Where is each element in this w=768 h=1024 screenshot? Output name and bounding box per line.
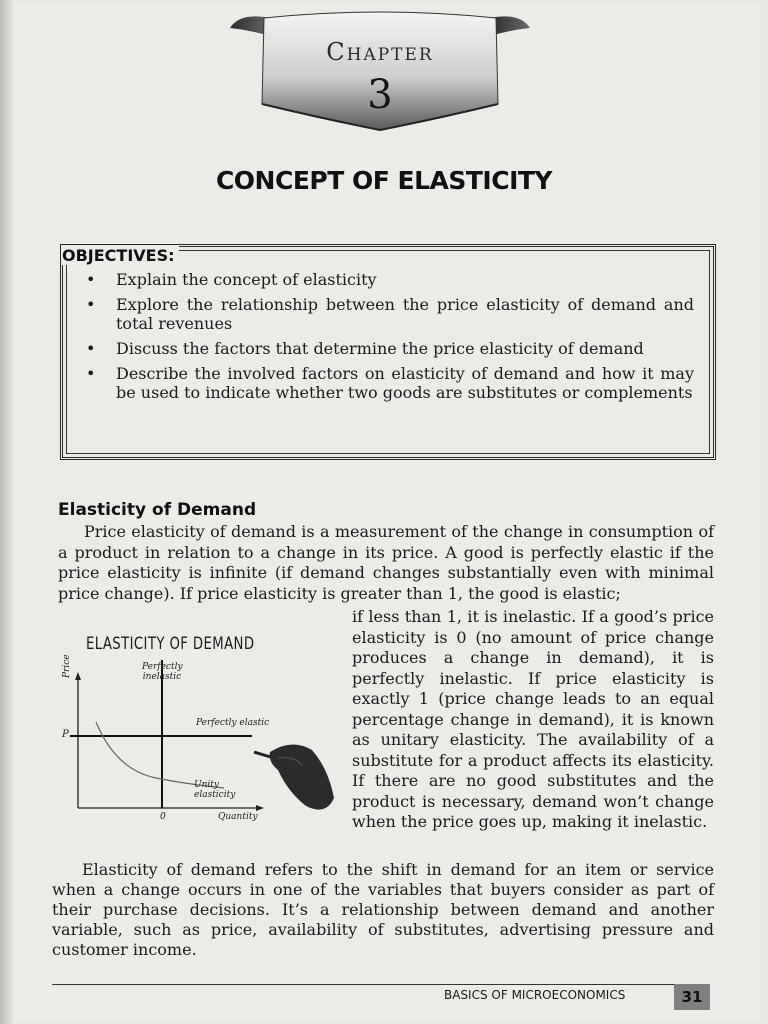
origin-label: 0 <box>160 812 166 822</box>
page-number: 31 <box>674 984 710 1010</box>
objective-item: • Describe the involved factors on elasticity of demand and how it may be used to indicate whether two goods are substitutes or complements <box>86 364 694 402</box>
paragraph-closing: Elasticity of demand refers to the shift in demand for an item or service when a change occurs in one of the variables that buyers consider as part of their purchase decisions. It’s a relationship between demand and another variable, such as price, availability of substitutes, advertising pressure and customer income. <box>52 860 714 959</box>
footer-book-title: BASICS OF MICROECONOMICS <box>444 988 626 1002</box>
objective-item: • Explain the concept of elasticity <box>86 270 377 289</box>
objective-item: • Explore the relationship between the price elasticity of demand and total revenues <box>86 295 694 333</box>
bullet-icon: • <box>86 295 96 314</box>
objectives-list <box>84 270 694 408</box>
figure-title: ELASTICITY OF DEMAND <box>86 634 255 654</box>
unity-elasticity-curve <box>96 722 224 788</box>
section-heading: Elasticity of Demand <box>58 500 257 520</box>
hand-with-marker-graphic <box>254 744 334 809</box>
chapter-title: CONCEPT OF ELASTICITY <box>215 166 553 195</box>
price-level-label: P <box>62 729 69 740</box>
bullet-icon: • <box>86 339 96 358</box>
chapter-label: Chapter <box>326 38 434 66</box>
x-axis-arrow <box>256 805 264 811</box>
y-axis-label: Price <box>62 654 72 678</box>
unity-elasticity-label: Unity elasticity <box>194 780 236 800</box>
objectives-label: OBJECTIVES: <box>62 246 179 265</box>
elasticity-diagram <box>56 630 346 830</box>
chapter-number: 3 <box>367 72 393 118</box>
page-binding-shadow <box>0 0 14 1024</box>
y-axis-arrow <box>75 672 81 680</box>
paragraph-wrapped: if less than 1, it is inelastic. If a good’s price elasticity is 0 (no amount of price change produces a change in demand), it is perfectly inelastic. If price elasticity is exactly 1 (price change leads to an equal percentage change in demand), it is known as unitary elasticity. The availability of a substitute for a product affects its elasticity. If there are no good substitutes and the product is necessary, demand won’t change when the price goes up, making it inelastic. <box>352 607 714 831</box>
bullet-icon: • <box>86 364 96 383</box>
perfectly-elastic-label: Perfectly elastic <box>196 718 270 728</box>
footer-rule <box>52 984 710 985</box>
objective-item: • Discuss the factors that determine the price elasticity of demand <box>86 339 644 358</box>
x-axis-label: Quantity <box>218 812 258 822</box>
bullet-icon: • <box>86 270 96 289</box>
chapter-banner <box>210 8 550 136</box>
paragraph-intro: Price elasticity of demand is a measurement of the change in consumption of a product in relation to a change in its price. A good is perfectly elastic if the price elasticity is infinite (if demand changes substantially even with minimal price change). If price elasticity is greater than 1, the good is elastic; <box>58 522 714 603</box>
elasticity-figure <box>56 630 346 830</box>
perfectly-inelastic-label: Perfectly inelastic <box>142 662 183 682</box>
